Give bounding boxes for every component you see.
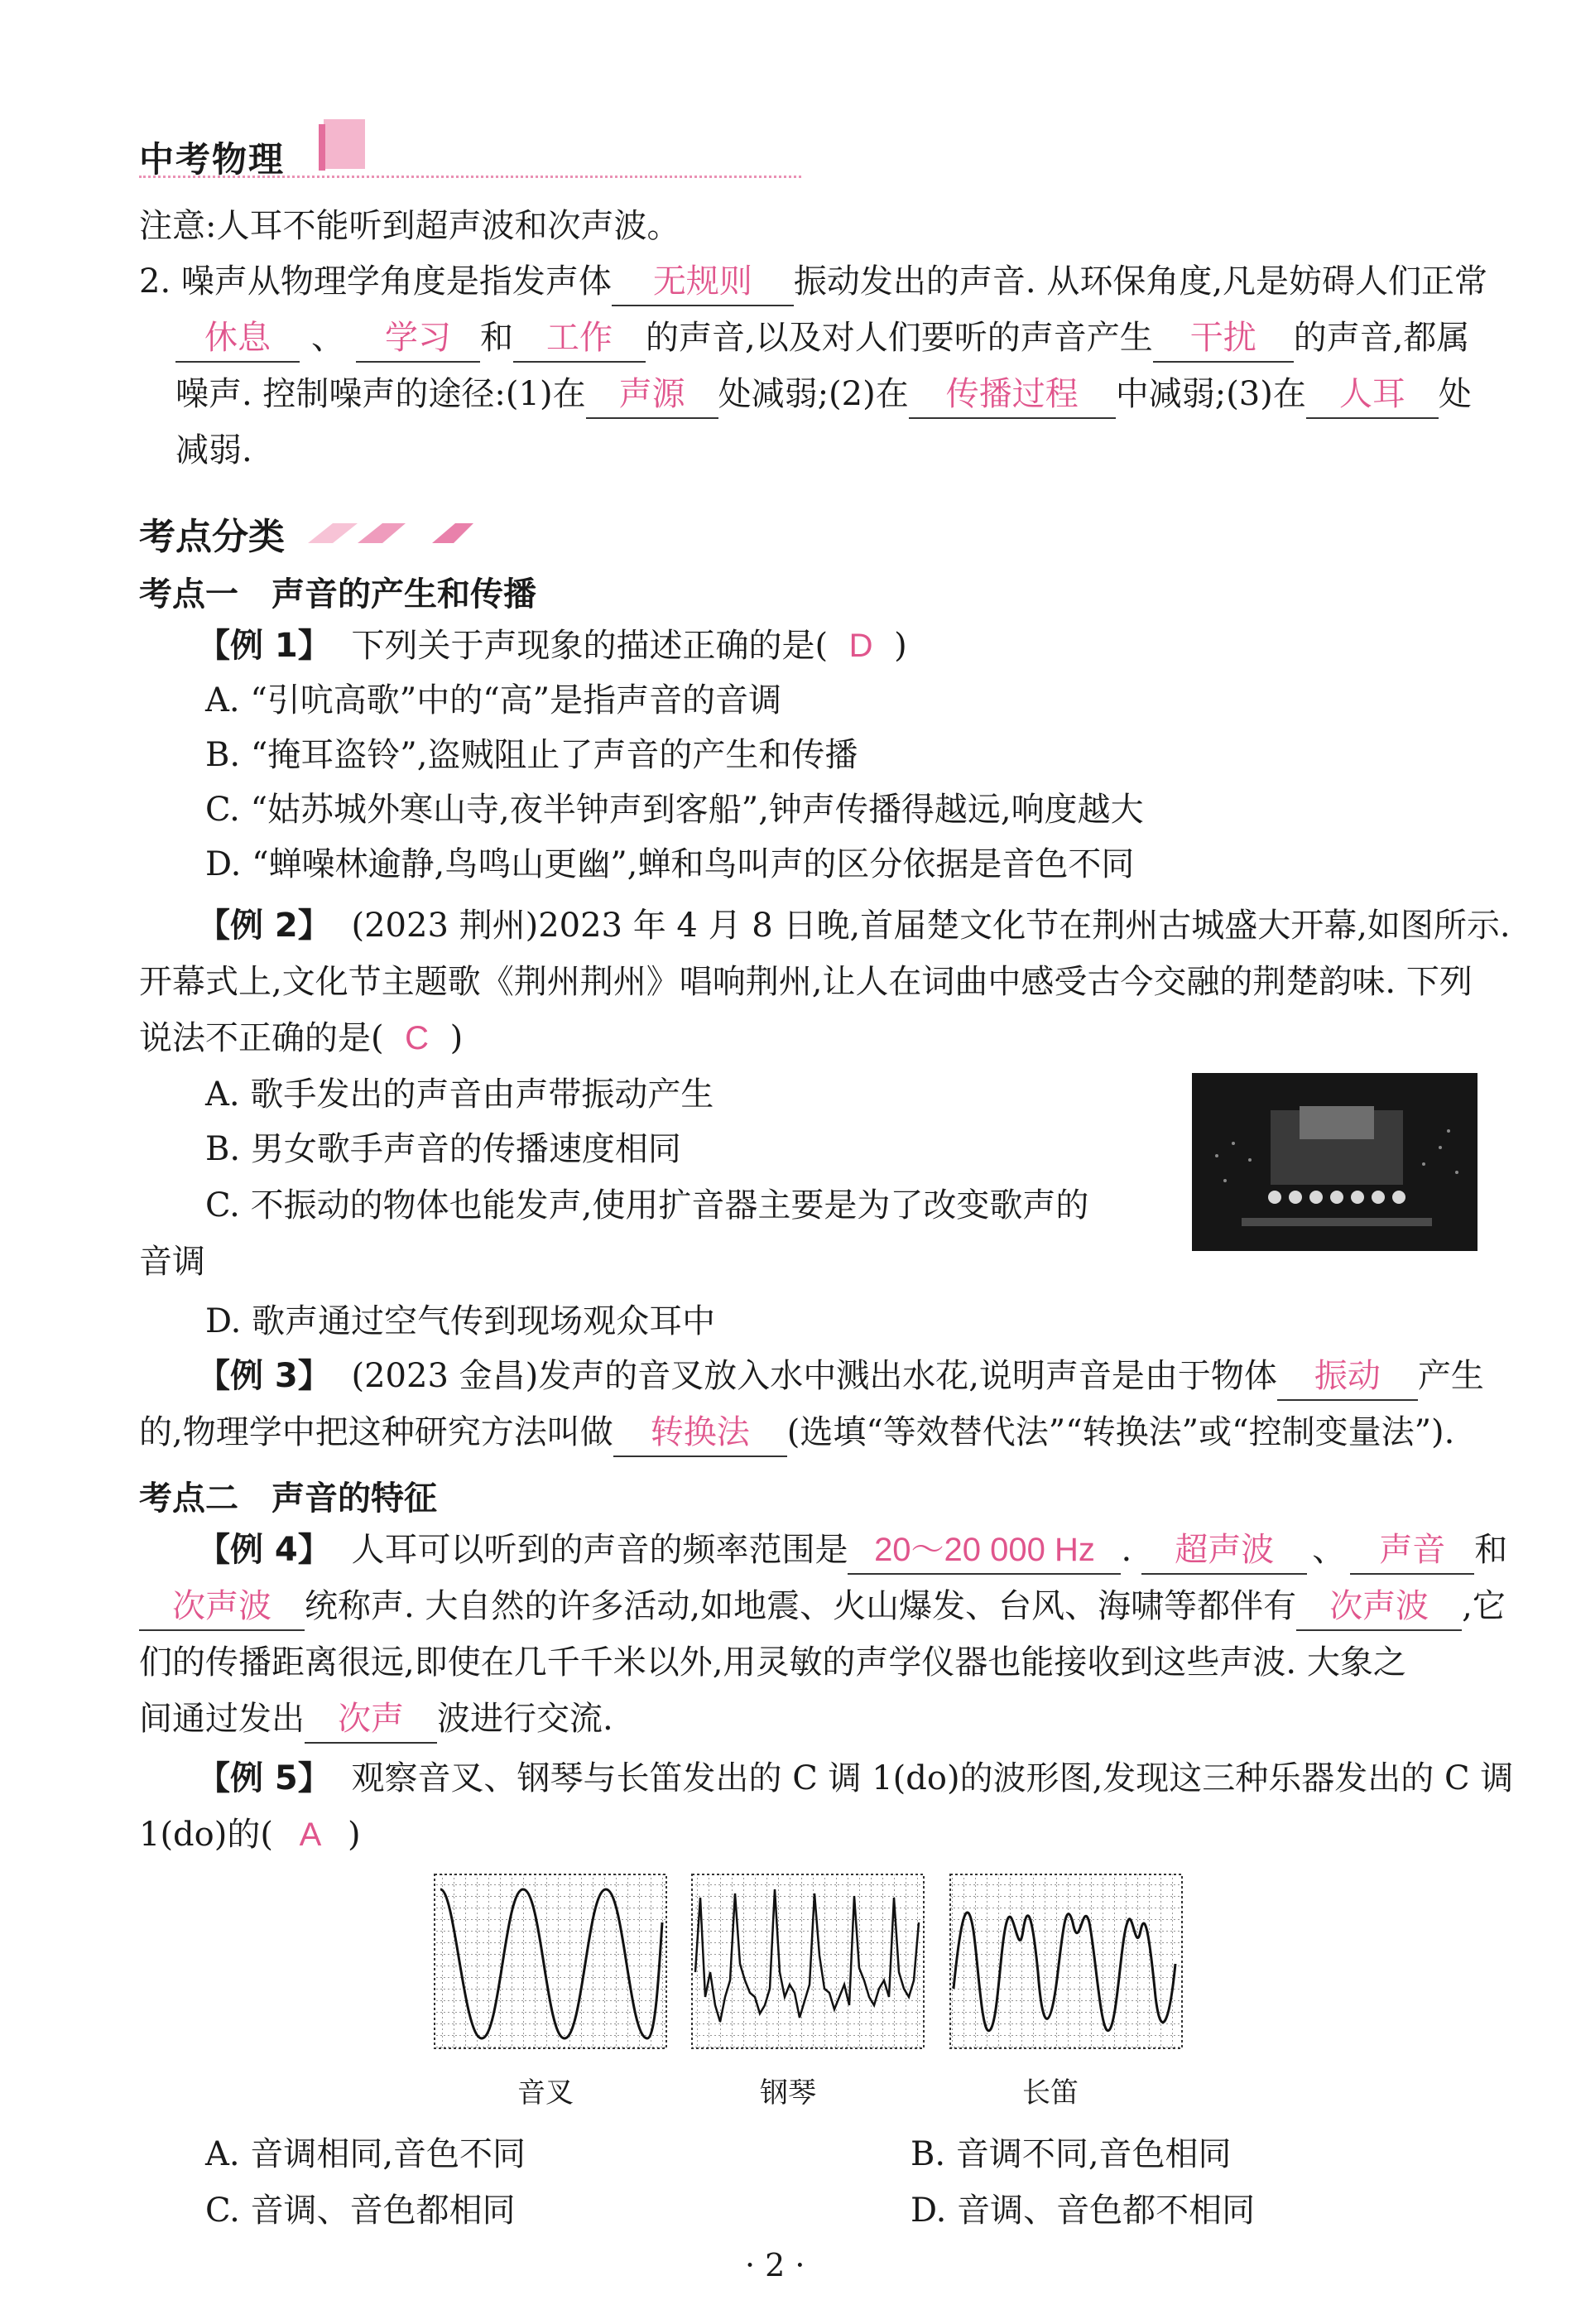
example-3-line-2 bbox=[139, 1409, 1454, 1457]
example-4-text: 人耳可以听到的声音的频率范围是 bbox=[351, 1531, 848, 1569]
example-4-text: 统称声. 大自然的许多活动,如地震、火山爆发、台风、海啸等都伴有 bbox=[305, 1587, 1297, 1625]
example-2-option-c: C. 不振动的物体也能发声,使用扩音器主要是为了改变歌声的 bbox=[205, 1186, 1089, 1225]
q2-answer-8: 人耳 bbox=[1306, 373, 1439, 419]
q2-line-3 bbox=[175, 371, 1472, 419]
q2-text: 处减弱;(2)在 bbox=[718, 375, 909, 413]
example-5-option-a: A. 音调相同,音色不同 bbox=[205, 2135, 526, 2173]
example-1-question: 下列关于声现象的描述正确的是( bbox=[351, 627, 829, 665]
q2-answer-7: 传播过程 bbox=[909, 373, 1116, 419]
header-title: 中考物理 bbox=[139, 139, 286, 180]
example-4-line-3: 们的传播距离很远,即使在几千千米以外,用灵敏的声学仪器也能接收到这些声波. 大象之 bbox=[139, 1643, 1406, 1682]
example-5-close: ) bbox=[347, 1816, 361, 1854]
waveform-label-piano: 钢琴 bbox=[760, 2076, 816, 2110]
example-1-option-c: C. “姑苏城外寒山寺,夜半钟声到客船”,钟声传播得越远,响度越大 bbox=[205, 791, 1144, 829]
example-2-line-2: 开幕式上,文化节主题歌《荆州荆州》唱响荆州,让人在词曲中感受古今交融的荆楚韵味. 下列 bbox=[139, 963, 1473, 1001]
concert-stage-photo bbox=[1192, 1073, 1478, 1251]
q2-text: 处 bbox=[1438, 375, 1472, 413]
example-1-answer: D bbox=[848, 628, 873, 664]
q2-answer-3: 学习 bbox=[356, 316, 480, 363]
example-3-line-1 bbox=[197, 1353, 1484, 1401]
example-4-answer-5: 次声波 bbox=[1296, 1585, 1462, 1631]
example-1-option-b: B. “掩耳盗铃”,盗贼阻止了声音的产生和传播 bbox=[205, 736, 858, 774]
waveform-tuning-fork bbox=[435, 1874, 666, 2048]
waveform-flute bbox=[950, 1874, 1182, 2048]
q2-text: 振动发出的声音. 从环保角度,凡是妨碍人们正常 bbox=[793, 262, 1488, 301]
example-1-stem bbox=[197, 623, 907, 669]
example-4-text: 、 bbox=[1312, 1531, 1346, 1569]
q2-answer-1: 无规则 bbox=[612, 260, 794, 306]
example-4-answer-3: 声音 bbox=[1350, 1528, 1474, 1575]
example-4-answer-2: 超声波 bbox=[1141, 1528, 1307, 1575]
example-4-text: ,它 bbox=[1462, 1587, 1506, 1625]
example-3-answer-2: 转换法 bbox=[613, 1411, 787, 1457]
example-5-option-b: B. 音调不同,音色相同 bbox=[911, 2135, 1232, 2173]
example-4-answer-6: 次声 bbox=[305, 1697, 437, 1744]
example-2-option-d: D. 歌声通过空气传到现场观众耳中 bbox=[205, 1302, 716, 1340]
example-5-option-d: D. 音调、音色都不相同 bbox=[911, 2192, 1256, 2230]
kaodian-2-title: 考点二 声音的特征 bbox=[139, 1480, 437, 1518]
q2-text: 2. 噪声从物理学角度是指发声体 bbox=[139, 262, 612, 301]
example-2-option-c-cont: 音调 bbox=[139, 1243, 205, 1281]
example-3-text: (2023 金昌)发声的音叉放入水中溅出水花,说明声音是由于物体 bbox=[351, 1357, 1277, 1395]
q2-answer-6: 声源 bbox=[586, 373, 718, 419]
example-3-answer-1: 振动 bbox=[1277, 1354, 1418, 1401]
example-4-text: 和 bbox=[1474, 1531, 1508, 1569]
q2-text: 的声音,都属 bbox=[1293, 319, 1470, 357]
example-4-line-2 bbox=[139, 1583, 1506, 1631]
q2-text: 中减弱;(3)在 bbox=[1115, 375, 1306, 413]
example-2-answer: C bbox=[405, 1020, 430, 1056]
q2-answer-2: 休息 bbox=[175, 316, 300, 363]
example-3-label: 【例 3】 bbox=[197, 1357, 331, 1395]
q2-answer-4: 工作 bbox=[513, 316, 646, 363]
example-4-answer-4: 次声波 bbox=[139, 1585, 305, 1631]
example-3-text: 的,物理学中把这种研究方法叫做 bbox=[139, 1413, 613, 1451]
q2-answer-5: 干扰 bbox=[1153, 316, 1294, 363]
q2-line-4: 减弱. bbox=[175, 431, 252, 469]
waveform-label-tuning-fork: 音叉 bbox=[517, 2076, 574, 2110]
example-5-option-c: C. 音调、音色都相同 bbox=[205, 2192, 516, 2230]
header-divider bbox=[139, 176, 801, 178]
section-title: 考点分类 bbox=[139, 516, 285, 558]
example-2-text: 说法不正确的是( bbox=[139, 1019, 384, 1057]
example-1-option-d: D. “蝉噪林逾静,鸟鸣山更幽”,蝉和鸟叫声的区分依据是音色不同 bbox=[205, 845, 1135, 883]
example-3-text: 产生 bbox=[1417, 1357, 1484, 1395]
example-2-line-1 bbox=[197, 902, 1511, 949]
example-4-text: 波进行交流. bbox=[437, 1700, 613, 1738]
q2-line-1 bbox=[139, 258, 1487, 306]
page-number: · 2 · bbox=[745, 2247, 805, 2283]
example-4-label: 【例 4】 bbox=[197, 1531, 331, 1569]
example-5-answer: A bbox=[299, 1816, 322, 1853]
example-4-line-1 bbox=[197, 1527, 1507, 1575]
example-5-text: 观察音叉、钢琴与长笛发出的 C 调 1(do)的波形图,发现这三种乐器发出的 C 调 bbox=[351, 1759, 1514, 1797]
example-2-option-b: B. 男女歌手声音的传播速度相同 bbox=[205, 1130, 681, 1168]
q2-text: 、 bbox=[311, 319, 344, 357]
example-4-line-4 bbox=[139, 1696, 613, 1744]
kaodian-1-title: 考点一 声音的产生和传播 bbox=[139, 575, 536, 613]
example-4-answer-1: 20～20 000 Hz bbox=[848, 1528, 1121, 1575]
example-3-text: (选填“等效替代法”“转换法”或“控制变量法”). bbox=[786, 1413, 1455, 1451]
example-2-label: 【例 2】 bbox=[197, 907, 331, 945]
waveform-label-flute: 长笛 bbox=[1022, 2076, 1079, 2110]
example-2-line-3 bbox=[139, 1015, 463, 1061]
example-1-close: ) bbox=[894, 627, 907, 665]
section-decoration-icon bbox=[308, 518, 490, 551]
example-2-option-a: A. 歌手发出的声音由声带振动产生 bbox=[205, 1075, 714, 1114]
q2-line-2 bbox=[175, 315, 1469, 363]
example-4-text: 间通过发出 bbox=[139, 1700, 305, 1738]
example-5-label: 【例 5】 bbox=[197, 1759, 331, 1797]
example-5-text: 1(do)的( bbox=[139, 1816, 273, 1854]
q2-text: 的声音,以及对人们要听的声音产生 bbox=[646, 319, 1153, 357]
example-2-close: ) bbox=[449, 1019, 464, 1057]
example-1-label: 【例 1】 bbox=[197, 627, 331, 665]
example-5-line-2 bbox=[139, 1812, 361, 1858]
example-1-option-a: A. “引吭高歌”中的“高”是指声音的音调 bbox=[205, 681, 782, 719]
example-5-line-1 bbox=[197, 1755, 1513, 1802]
q2-text: 和 bbox=[480, 319, 513, 357]
q2-text: 噪声. 控制噪声的途径:(1)在 bbox=[175, 375, 586, 413]
example-2-text: (2023 荆州)2023 年 4 月 8 日晚,首届楚文化节在荆州古城盛大开幕,如图所示. bbox=[351, 907, 1511, 945]
waveform-figures bbox=[430, 1873, 1192, 2057]
waveform-piano bbox=[692, 1874, 924, 2048]
example-4-text: . bbox=[1121, 1531, 1132, 1569]
header-tab-icon bbox=[319, 116, 368, 176]
note-text: 注意:人耳不能听到超声波和次声波。 bbox=[139, 207, 680, 245]
